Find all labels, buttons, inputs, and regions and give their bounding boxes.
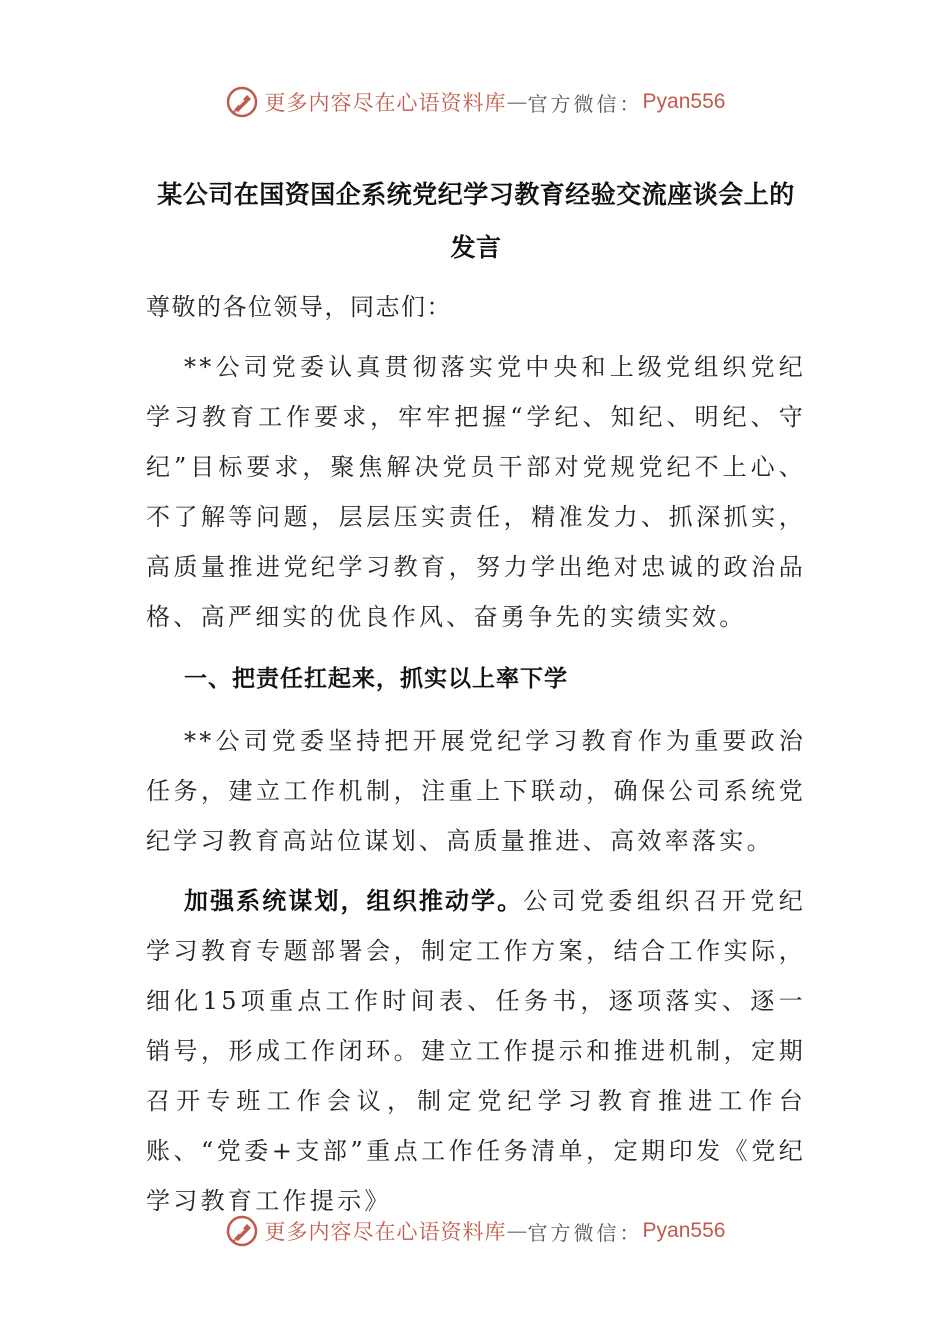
title-line-2: 发言 bbox=[450, 233, 502, 262]
footer-banner bbox=[0, 1211, 950, 1251]
intro-paragraph: **公司党委认真贯彻落实党中央和上级党组织党纪学习教育工作要求，牢牢把握“学纪、知纪、明纪、守纪”目标要求，聚焦解决党员干部对党规党纪不上心、不了解等问题，层层压实责任，精准发力、抓深抓实，高质量推进党纪学习教育，努力学出绝对忠诚的政治品格、高严细实的优良作风、奋勇争先的实绩实效。 bbox=[146, 353, 806, 631]
section-1-subparagraph bbox=[146, 876, 806, 1226]
section-1-paragraph: **公司党委坚持把开展党纪学习教育作为重要政治任务，建立工作机制，注重上下联动，确保公司系统党纪学习教育高站位谋划、高质量推进、高效率落实。 bbox=[146, 727, 806, 855]
header-banner bbox=[0, 82, 950, 122]
pen-nib-icon bbox=[225, 85, 259, 119]
banner-separator: — bbox=[506, 1219, 528, 1243]
subparagraph-text: 公司党委组织召开党纪学习教育专题部署会，制定工作方案，结合工作实际，细化15项重点工作时间表、任务书，逐项落实、逐一销号，形成工作闭环。建立工作提示和推进机制，定期召开专班工作会议，制定党纪学习教育推进工作台账、“党委+支部”重点工作任务清单，定期印发《党纪学习教育工作提示》 bbox=[146, 887, 807, 1215]
subparagraph-lead: 加强系统谋划，组织推动学。 bbox=[184, 887, 524, 915]
banner-wechat-id: Pyan556 bbox=[642, 1219, 726, 1242]
pen-nib-icon bbox=[225, 1214, 259, 1248]
banner-official-label: 官方微信： bbox=[527, 91, 643, 116]
banner-brand: 更多内容尽在心语资料库 bbox=[264, 1220, 507, 1244]
title-line-1: 某公司在国资国企系统党纪学习教育经验交流座谈会上的 bbox=[157, 180, 795, 209]
banner-separator: — bbox=[506, 90, 528, 114]
banner-wechat-id: Pyan556 bbox=[642, 90, 726, 113]
section-1-heading: 一、把责任扛起来，抓实以上率下学 bbox=[184, 666, 568, 692]
banner-official-label: 官方微信： bbox=[527, 1220, 643, 1245]
greeting: 尊敬的各位领导，同志们： bbox=[146, 293, 452, 321]
banner-brand: 更多内容尽在心语资料库 bbox=[264, 91, 507, 115]
document-body bbox=[146, 168, 806, 1226]
document-title bbox=[132, 168, 820, 274]
